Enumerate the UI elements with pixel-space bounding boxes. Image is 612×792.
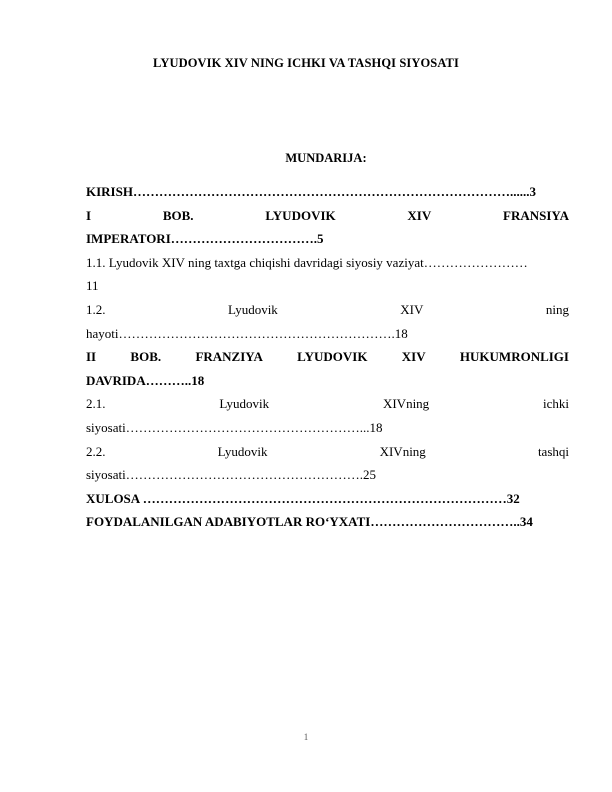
toc-word: BOB. xyxy=(162,207,194,223)
toc-entry-2-2 xyxy=(86,440,569,464)
toc-word: XIV xyxy=(407,207,432,223)
toc-word: FRANSIYA xyxy=(503,207,569,223)
toc-word: 2.2. xyxy=(86,443,106,459)
toc-entry-2-1 xyxy=(86,392,569,416)
toc-word: XIV xyxy=(400,301,424,317)
toc-entry-1-1-page: 11 xyxy=(86,278,99,294)
document-title: LYUDOVIK XIV NING ICHKI VA TASHQI SIYOSATI xyxy=(153,56,459,70)
toc-entry-adabiyotlar: FOYDALANILGAN ADABIYOTLAR RO‘YXATI……………………………..34 xyxy=(86,514,533,530)
toc-entry-bob2 xyxy=(86,345,569,369)
toc-word: Lyudovik xyxy=(227,301,278,317)
toc-word: HUKUMRONLIGI xyxy=(459,349,569,365)
toc-entry-1-2 xyxy=(86,298,569,322)
toc-entry-2-1-cont: siyosati………………………………………………...18 xyxy=(86,419,383,435)
toc-entry-2-2-cont: siyosati……………………………………………….25 xyxy=(86,467,376,483)
toc-word: tashqi xyxy=(537,443,569,459)
toc-word: Lyudovik xyxy=(217,443,268,459)
toc-word: LYUDOVIK xyxy=(297,349,368,365)
toc-entry-kirish: KIRISH……………………………………………………………………………......3 xyxy=(86,184,536,199)
toc-word: XIVning xyxy=(379,443,426,459)
page-number: 1 xyxy=(303,732,309,742)
toc-entry-bob1-cont: IMPERATORI…………………………….5 xyxy=(86,231,324,247)
toc-heading: MUNDARIJA: xyxy=(285,151,367,165)
toc-word: ichki xyxy=(543,396,569,412)
toc-word: BOB. xyxy=(130,349,162,365)
toc-word: ning xyxy=(545,301,569,317)
toc-entry-1-2-cont: hayoti……………………………………………………….18 xyxy=(86,325,408,341)
table-of-contents xyxy=(86,180,569,534)
toc-word: FRANZIYA xyxy=(195,349,263,365)
toc-word: XIVning xyxy=(382,396,430,412)
toc-entry-bob1 xyxy=(86,204,569,228)
toc-word: 1.2. xyxy=(86,301,106,317)
toc-word: LYUDOVIK xyxy=(265,207,336,223)
toc-entry-1-1: 1.1. Lyudovik XIV ning taxtga chiqishi davridagi siyosiy vaziyat…………………… xyxy=(86,254,528,270)
toc-entry-xulosa: XULOSA …………………………………………………………………………32 xyxy=(86,490,520,506)
toc-word: 2.1. xyxy=(86,396,106,412)
toc-entry-bob2-cont: DAVRIDA………..18 xyxy=(86,372,205,388)
toc-word: II xyxy=(86,349,97,365)
toc-word: Lyudovik xyxy=(219,396,270,412)
toc-word: XIV xyxy=(401,349,426,365)
toc-word: I xyxy=(86,207,92,223)
